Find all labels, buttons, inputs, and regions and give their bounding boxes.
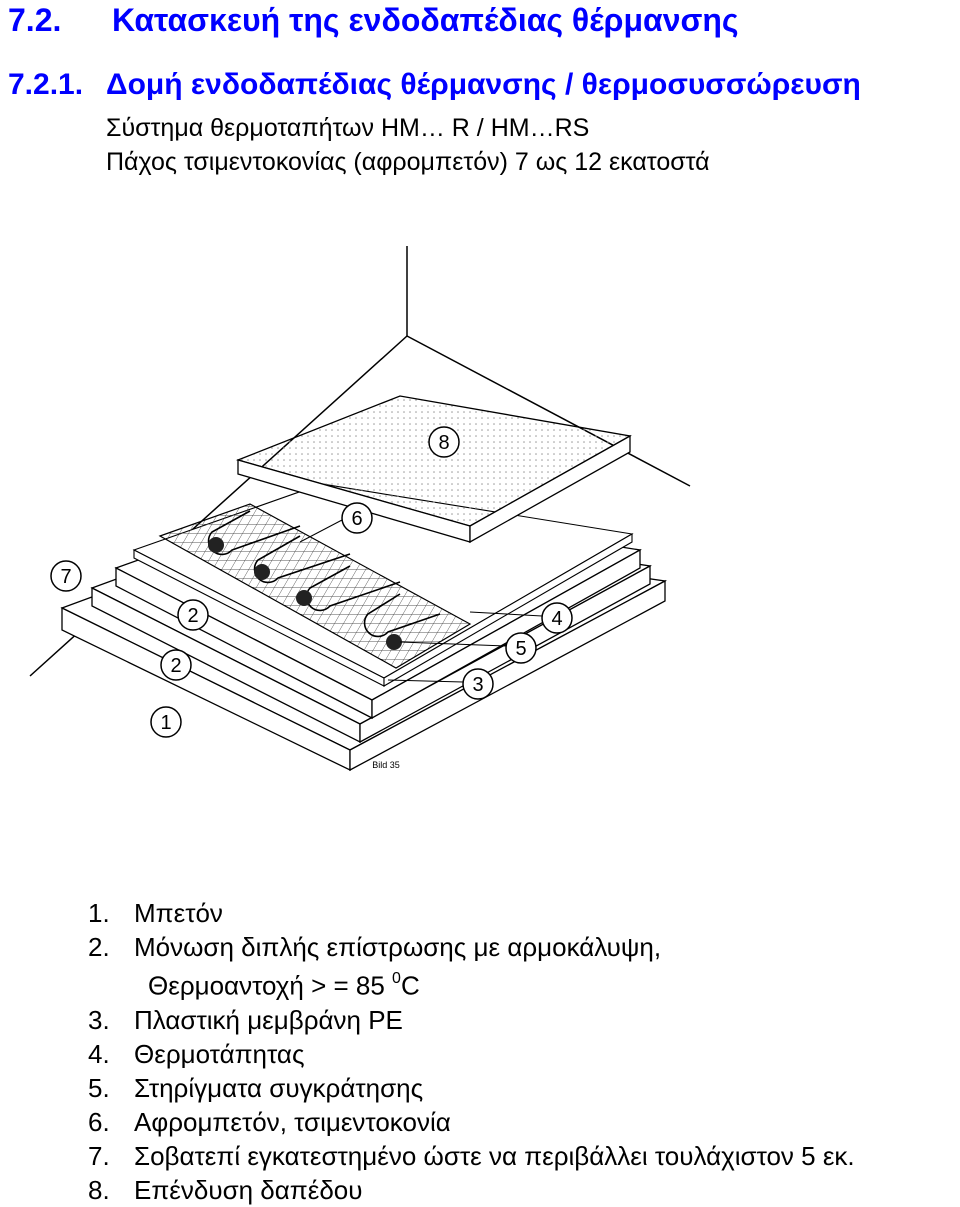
legend-item: 6. Αφρομπετόν, τσιμεντοκονία [88,1106,451,1137]
subsection-title: Δομή ενδοδαπέδιας θέρμανσης / θερμοσυσσώρευση [106,68,861,101]
callout-2-upper [178,600,208,630]
callout-1 [151,707,181,737]
section-number: 7.2. [8,2,62,38]
legend-item: 5. Στηρίγματα συγκράτησης [88,1072,424,1103]
legend-item: 8. Επένδυση δαπέδου [88,1174,363,1205]
svg-text:6: 6 [351,508,363,530]
clip-dot [296,590,312,606]
svg-text:5: 5 [515,638,527,660]
svg-text:4: 4 [551,608,563,630]
subsection-heading [8,68,861,102]
legend-item: 3. Πλαστική μεμβράνη PE [88,1004,403,1035]
legend-item: 1. Μπετόν [88,898,223,928]
legend-list [88,896,855,1207]
section-heading [8,2,739,39]
callout-7 [51,561,81,591]
system-line: Σύστημα θερμοταπήτων HM… R / HM…RS [106,114,590,142]
clip-dot [208,537,224,553]
legend-item-continuation: Θερμοαντοχή > = 85 $^0$C [148,970,420,1001]
section-title: Κατασκευή της ενδοδαπέδιας θέρμανσης [112,2,739,38]
svg-text:3: 3 [472,674,484,696]
callout-2-lower [161,650,191,680]
thickness-line: Πάχος τσιμεντοκονίας (αφρομπετόν) 7 ως 12 εκατοστά [106,148,710,176]
clip-dot [254,564,270,580]
clip-dot [386,634,402,650]
subsection-number: 7.2.1. [8,68,84,101]
figure-label: Bild 35 [372,760,400,770]
legend-item: 7. Σοβατεπί εγκατεστημένο ώστε να περιβάλλει τουλάχιστον 5 εκ. [88,1140,855,1171]
svg-text:8: 8 [438,432,450,454]
floor-heating-diagram [0,236,960,796]
legend-item: 4. Θερμοτάπητας [88,1038,305,1069]
svg-text:2: 2 [170,655,182,677]
svg-text:2: 2 [187,605,199,627]
callout-8 [429,427,459,457]
svg-text:7: 7 [60,566,72,588]
legend-item: 2. Μόνωση διπλής επίστρωσης με αρμοκάλυψη, [88,932,662,962]
svg-text:1: 1 [160,712,172,734]
